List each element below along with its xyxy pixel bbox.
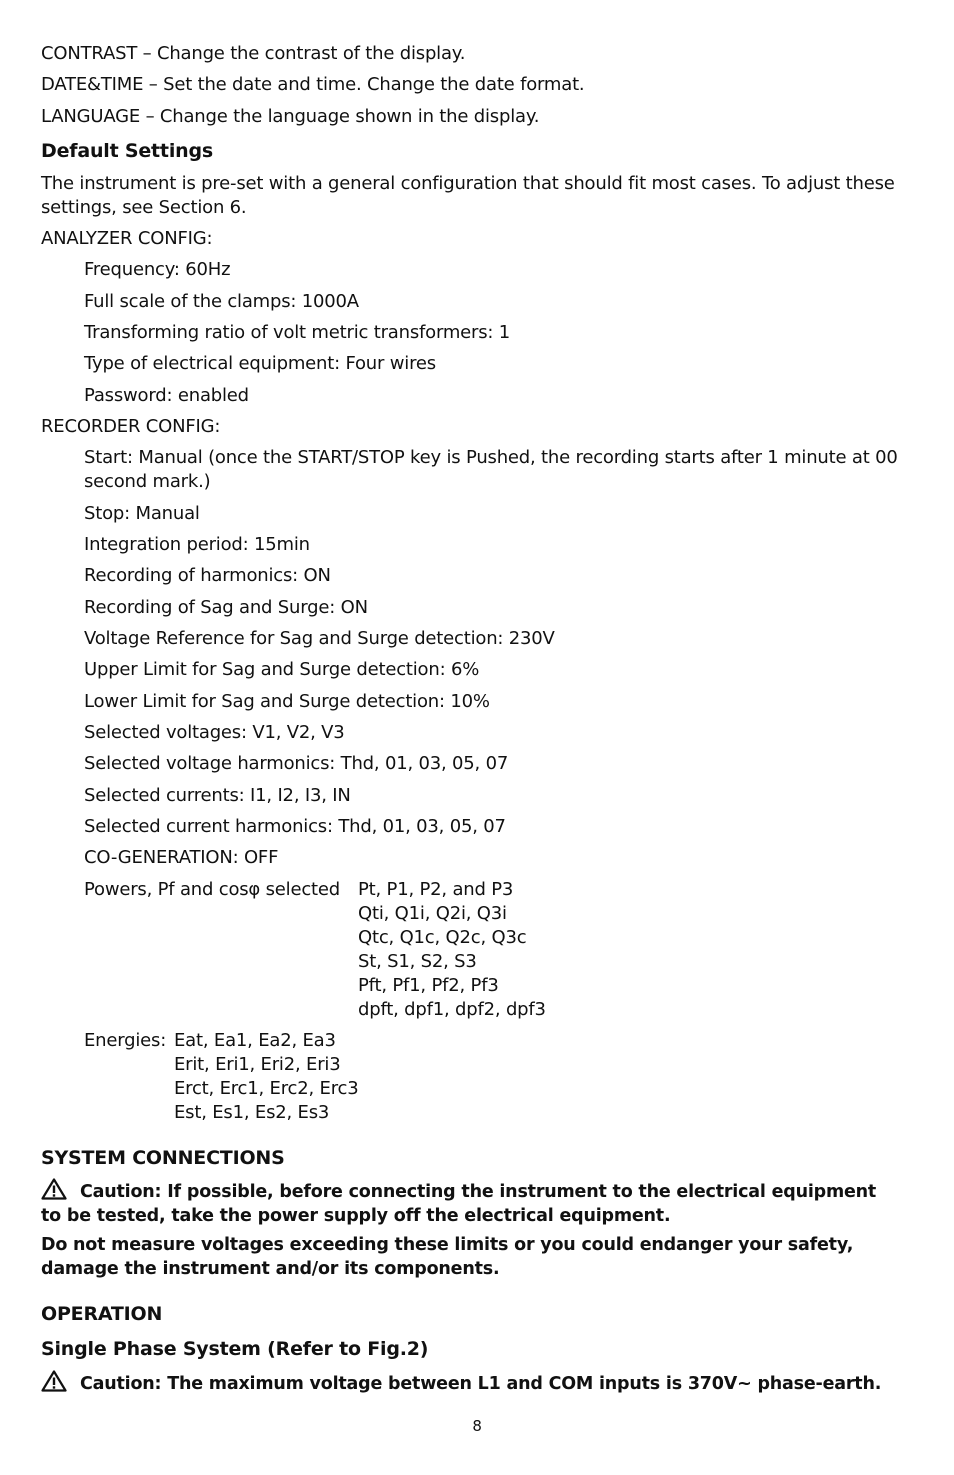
- energies-value: Est, Es1, Es2, Es3: [174, 1102, 330, 1123]
- energies-value: Eat, Ea1, Ea2, Ea3: [174, 1030, 336, 1051]
- powers-label: Powers, Pf and cosφ selected: [84, 879, 341, 900]
- recorder-item: Lower Limit for Sag and Surge detection: 10%: [84, 691, 490, 712]
- recorder-item: Stop: Manual: [84, 503, 200, 524]
- recorder-item: Selected currents: I1, I2, I3, IN: [84, 785, 351, 806]
- recorder-item: Recording of harmonics: ON: [84, 565, 331, 586]
- menu-contrast: CONTRAST – Change the contrast of the display.: [41, 43, 466, 64]
- recorder-item: CO-GENERATION: OFF: [84, 847, 279, 868]
- energies-value: Erct, Erc1, Erc2, Erc3: [174, 1078, 359, 1099]
- energies-value: Erit, Eri1, Eri2, Eri3: [174, 1054, 341, 1075]
- recorder-item: Recording of Sag and Surge: ON: [84, 597, 368, 618]
- analyzer-item: Password: enabled: [84, 385, 249, 406]
- recorder-start: Start: Manual (once the START/STOP key is Pushed, the recording starts after 1 minute at 00 second mark.): [84, 447, 898, 492]
- energies-values: [174, 1029, 358, 1125]
- powers-value: Pft, Pf1, Pf2, Pf3: [358, 975, 499, 996]
- recorder-item: Selected voltage harmonics: Thd, 01, 03, 05, 07: [84, 753, 509, 774]
- analyzer-item: Type of electrical equipment: Four wires: [84, 353, 436, 374]
- operation-heading: OPERATION: [41, 1303, 163, 1325]
- recorder-item: Selected voltages: V1, V2, V3: [84, 722, 345, 743]
- system-connections-warning: Do not measure voltages exceeding these limits or you could endanger your safety, damage the instrument and/or its components.: [41, 1235, 854, 1279]
- recorder-item: Selected current harmonics: Thd, 01, 03, 05, 07: [84, 816, 506, 837]
- powers-value: Qtc, Q1c, Q2c, Q3c: [358, 927, 527, 948]
- menu-datetime: DATE&TIME – Set the date and time. Change the date format.: [41, 74, 585, 95]
- default-settings-intro: The instrument is pre-set with a general configuration that should fit most cases. To adjust these settings, see Section 6.: [41, 173, 895, 218]
- recorder-config-label: RECORDER CONFIG:: [41, 416, 221, 437]
- analyzer-item: Frequency: 60Hz: [84, 259, 231, 280]
- powers-value: St, S1, S2, S3: [358, 951, 477, 972]
- page-number: 8: [472, 1417, 482, 1435]
- warning-triangle-icon: [41, 1370, 67, 1392]
- powers-values: [358, 878, 546, 1022]
- powers-value: Qti, Q1i, Q2i, Q3i: [358, 903, 507, 924]
- menu-language: LANGUAGE – Change the language shown in the display.: [41, 106, 540, 127]
- powers-value: Pt, P1, P2, and P3: [358, 879, 514, 900]
- default-settings-heading: Default Settings: [41, 140, 213, 162]
- system-connections-caution: [41, 1178, 901, 1228]
- powers-value: dpft, dpf1, dpf2, dpf3: [358, 999, 546, 1020]
- analyzer-config-label: ANALYZER CONFIG:: [41, 228, 213, 249]
- caution-text: Caution: If possible, before connecting the instrument to the electrical equipment to be tested, take the power supply off the electrical equipment.: [41, 1182, 877, 1226]
- recorder-item: Upper Limit for Sag and Surge detection: 6%: [84, 659, 480, 680]
- analyzer-item: Transforming ratio of volt metric transformers: 1: [84, 322, 511, 343]
- system-connections-heading: SYSTEM CONNECTIONS: [41, 1147, 285, 1169]
- analyzer-item: Full scale of the clamps: 1000A: [84, 291, 359, 312]
- caution-text: Caution: The maximum voltage between L1 and COM inputs is 370V~ phase-earth.: [80, 1374, 882, 1394]
- warning-triangle-icon: [41, 1178, 67, 1200]
- recorder-item: Voltage Reference for Sag and Surge detection: 230V: [84, 628, 555, 649]
- operation-subheading: Single Phase System (Refer to Fig.2): [41, 1338, 429, 1360]
- operation-caution: [41, 1370, 881, 1396]
- recorder-item: Integration period: 15min: [84, 534, 310, 555]
- energies-label: Energies:: [84, 1030, 167, 1051]
